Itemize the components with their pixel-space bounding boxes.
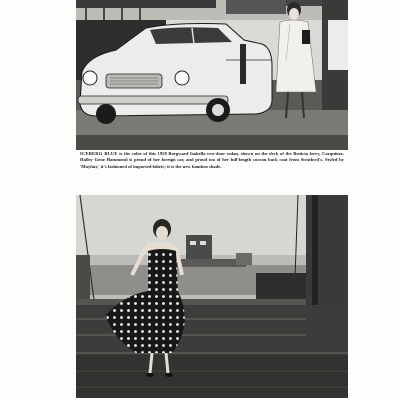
caption-text: is the color of this 1958 Borgward Isabella two-door sedan, shown on the deck of the Benicia ferry, Carquinez. Halley Gene Hammond is proud of her foreign car, and proud too of her full-length cocoon back coat from Stratford's. Styled by 'Mayfair,' it's fashioned of imported fabric; it is the new bamboo shade. xyxy=(80,151,345,169)
bottom-clipping xyxy=(76,195,348,400)
car-photo-image xyxy=(76,0,348,150)
caption-lead: ICEBERG BLUE xyxy=(80,151,118,156)
top-clipping xyxy=(76,0,348,185)
woman-photo xyxy=(76,195,348,398)
woman-photo-image xyxy=(76,195,348,398)
car-photo-caption xyxy=(80,151,344,170)
car-photo xyxy=(76,0,348,150)
